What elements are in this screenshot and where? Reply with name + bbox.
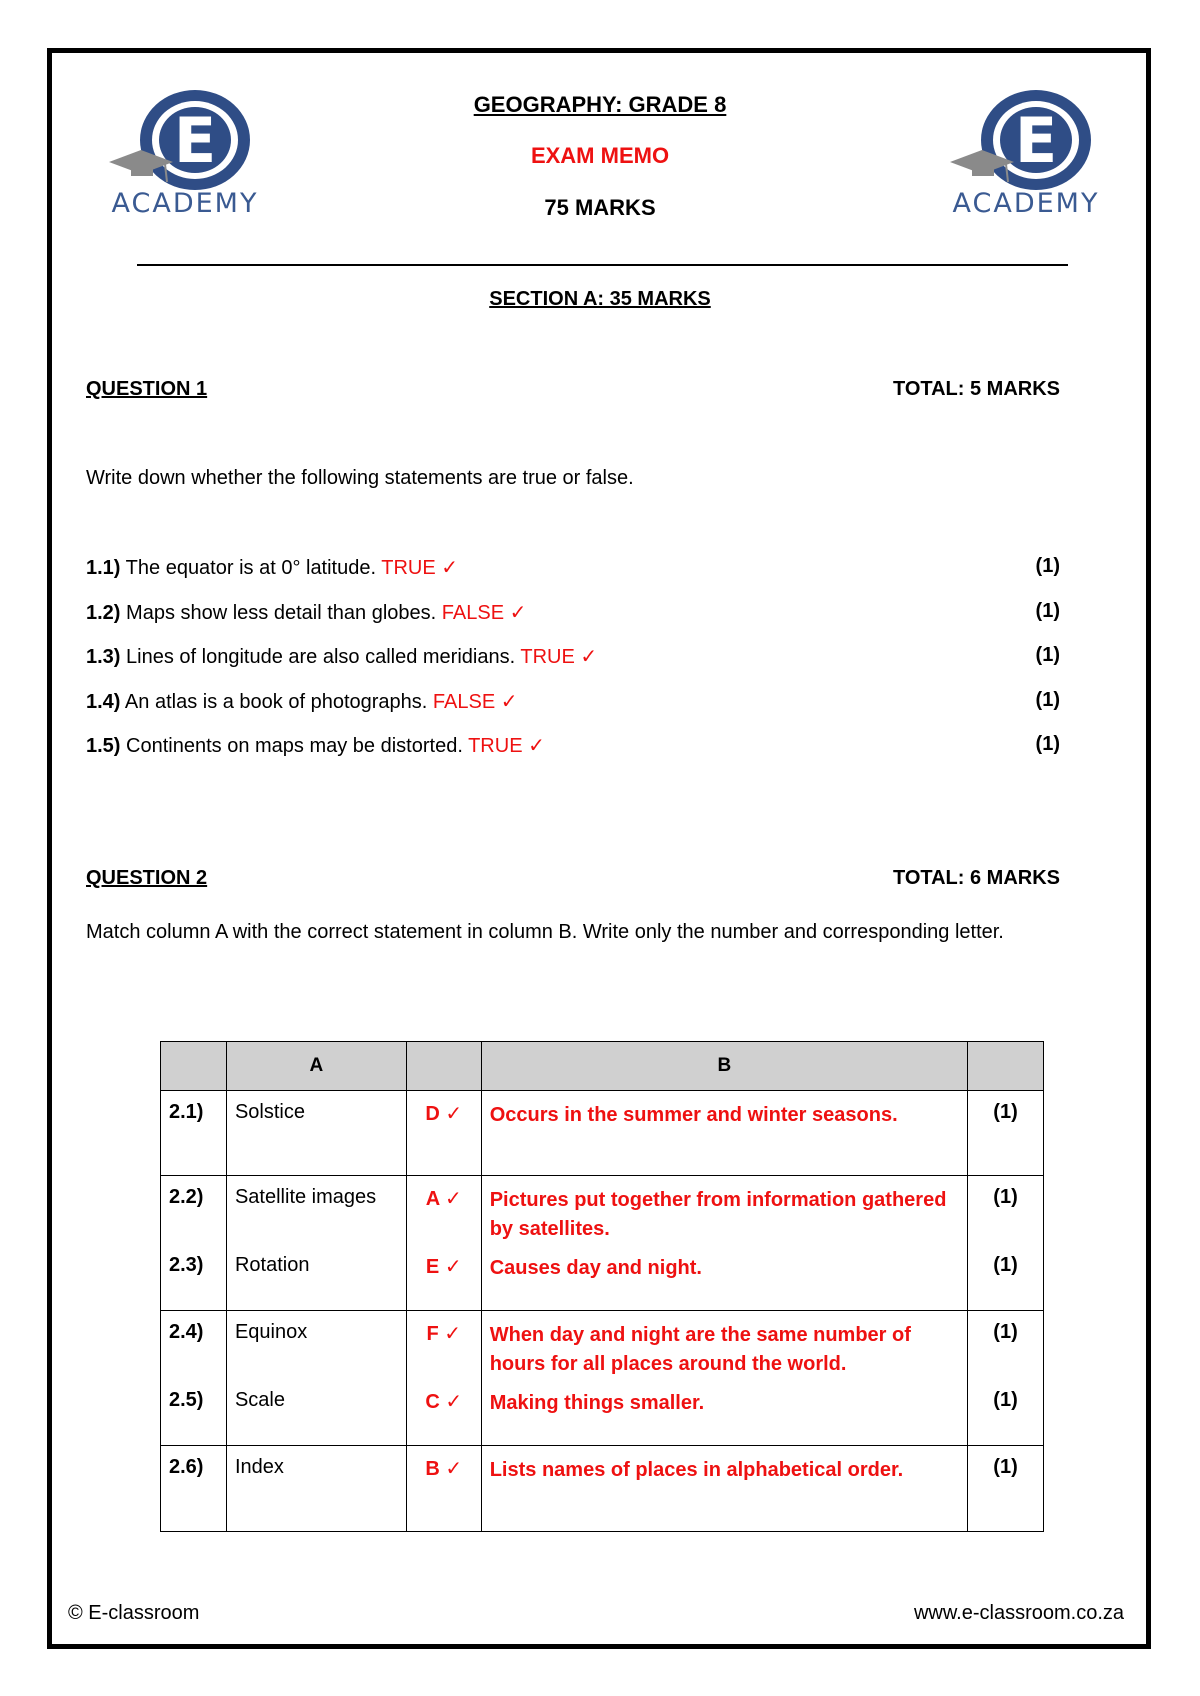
academy-logo-left [95,84,275,234]
item-text: Continents on maps may be distorted. [126,735,463,757]
matching-table [160,1041,1044,1532]
column-b-statement: Causes day and night. [481,1252,967,1311]
page-title: GEOGRAPHY: GRADE 8 [473,92,727,117]
q1-item [86,733,1066,761]
table-row [161,1387,1044,1446]
row-answer: C ✓ [406,1387,481,1446]
item-mark: (1) [1035,555,1060,577]
column-a-term: Scale [226,1387,406,1446]
column-a-term: Satellite images [226,1176,406,1252]
logo-emblem-icon [936,84,1116,194]
item-number: 1.2) [86,602,121,624]
row-mark: (1) [968,1176,1044,1252]
item-mark: (1) [1035,644,1060,666]
row-number: 2.2) [161,1176,227,1252]
column-a-term: Solstice [226,1091,406,1176]
question-2-instruction: Match column A with the correct statement in column B. Write only the number and corresponding letter. [86,921,1004,943]
column-a-term: Equinox [226,1311,406,1387]
item-text: The equator is at 0° latitude. [125,557,377,579]
column-a-term: Rotation [226,1252,406,1311]
row-number: 2.5) [161,1387,227,1446]
row-number: 2.1) [161,1091,227,1176]
total-marks: 75 MARKS [544,195,656,220]
q1-item [86,644,1066,672]
item-answer: FALSE ✓ [441,602,527,624]
logo-letter: E [1014,104,1058,177]
row-mark: (1) [968,1252,1044,1311]
row-mark: (1) [968,1387,1044,1446]
item-number: 1.3) [86,646,121,668]
section-title: SECTION A: 35 MARKS [489,288,711,310]
row-answer: E ✓ [406,1252,481,1311]
q1-item [86,555,1066,583]
logo-letter: E [173,104,217,177]
q1-item [86,600,1066,628]
item-number: 1.1) [86,557,121,579]
table-row [161,1311,1044,1387]
question-1-title: QUESTION 1 [86,378,208,400]
header-column-a: A [226,1042,406,1091]
table-row [161,1091,1044,1176]
row-number: 2.4) [161,1311,227,1387]
question-1-total: TOTAL: 5 MARKS [892,378,1060,400]
row-answer: F ✓ [406,1311,481,1387]
row-answer: A ✓ [406,1176,481,1252]
item-answer: FALSE ✓ [432,691,518,713]
exam-memo-label: EXAM MEMO [530,143,670,168]
item-text: Maps show less detail than globes. [126,602,437,624]
row-mark: (1) [968,1311,1044,1387]
logo-text: ACADEMY [952,188,1100,219]
footer-website: www.e-classroom.co.za [913,1602,1124,1624]
table-row [161,1252,1044,1311]
column-b-statement: Lists names of places in alphabetical order. [481,1446,967,1532]
item-answer: TRUE ✓ [381,557,459,579]
question-2-title: QUESTION 2 [86,867,208,889]
item-mark: (1) [1035,600,1060,622]
table-row [161,1176,1044,1252]
header-cell [161,1042,227,1091]
header-divider [137,264,1068,266]
academy-logo-right [936,84,1116,234]
q1-item [86,689,1066,717]
item-mark: (1) [1035,733,1060,755]
logo-text: ACADEMY [111,188,259,219]
row-number: 2.6) [161,1446,227,1532]
item-answer: TRUE ✓ [468,735,545,757]
item-number: 1.4) [86,691,121,713]
table-row [161,1446,1044,1532]
item-answer: TRUE ✓ [520,646,598,668]
item-text: An atlas is a book of photographs. [124,691,428,713]
row-number: 2.3) [161,1252,227,1311]
question-1-instruction: Write down whether the following statements are true or false. [86,467,634,489]
row-mark: (1) [968,1446,1044,1532]
column-b-statement: Pictures put together from information gathered by satellites. [481,1176,967,1252]
header-cell [406,1042,481,1091]
column-b-statement: Occurs in the summer and winter seasons. [481,1091,967,1176]
column-b-statement: When day and night are the same number of hours for all places around the world. [481,1311,967,1387]
header-column-b: B [481,1042,967,1091]
row-mark: (1) [968,1091,1044,1176]
item-number: 1.5) [86,735,121,757]
row-answer: B ✓ [406,1446,481,1532]
column-b-statement: Making things smaller. [481,1387,967,1446]
table-header-row [161,1042,1044,1091]
column-a-term: Index [226,1446,406,1532]
row-answer: D ✓ [406,1091,481,1176]
footer-copyright: © E-classroom [68,1602,200,1624]
item-text: Lines of longitude are also called meridians. [126,646,516,668]
logo-emblem-icon [95,84,275,194]
item-mark: (1) [1035,689,1060,711]
header-cell [968,1042,1044,1091]
question-2-total: TOTAL: 6 MARKS [892,867,1060,889]
